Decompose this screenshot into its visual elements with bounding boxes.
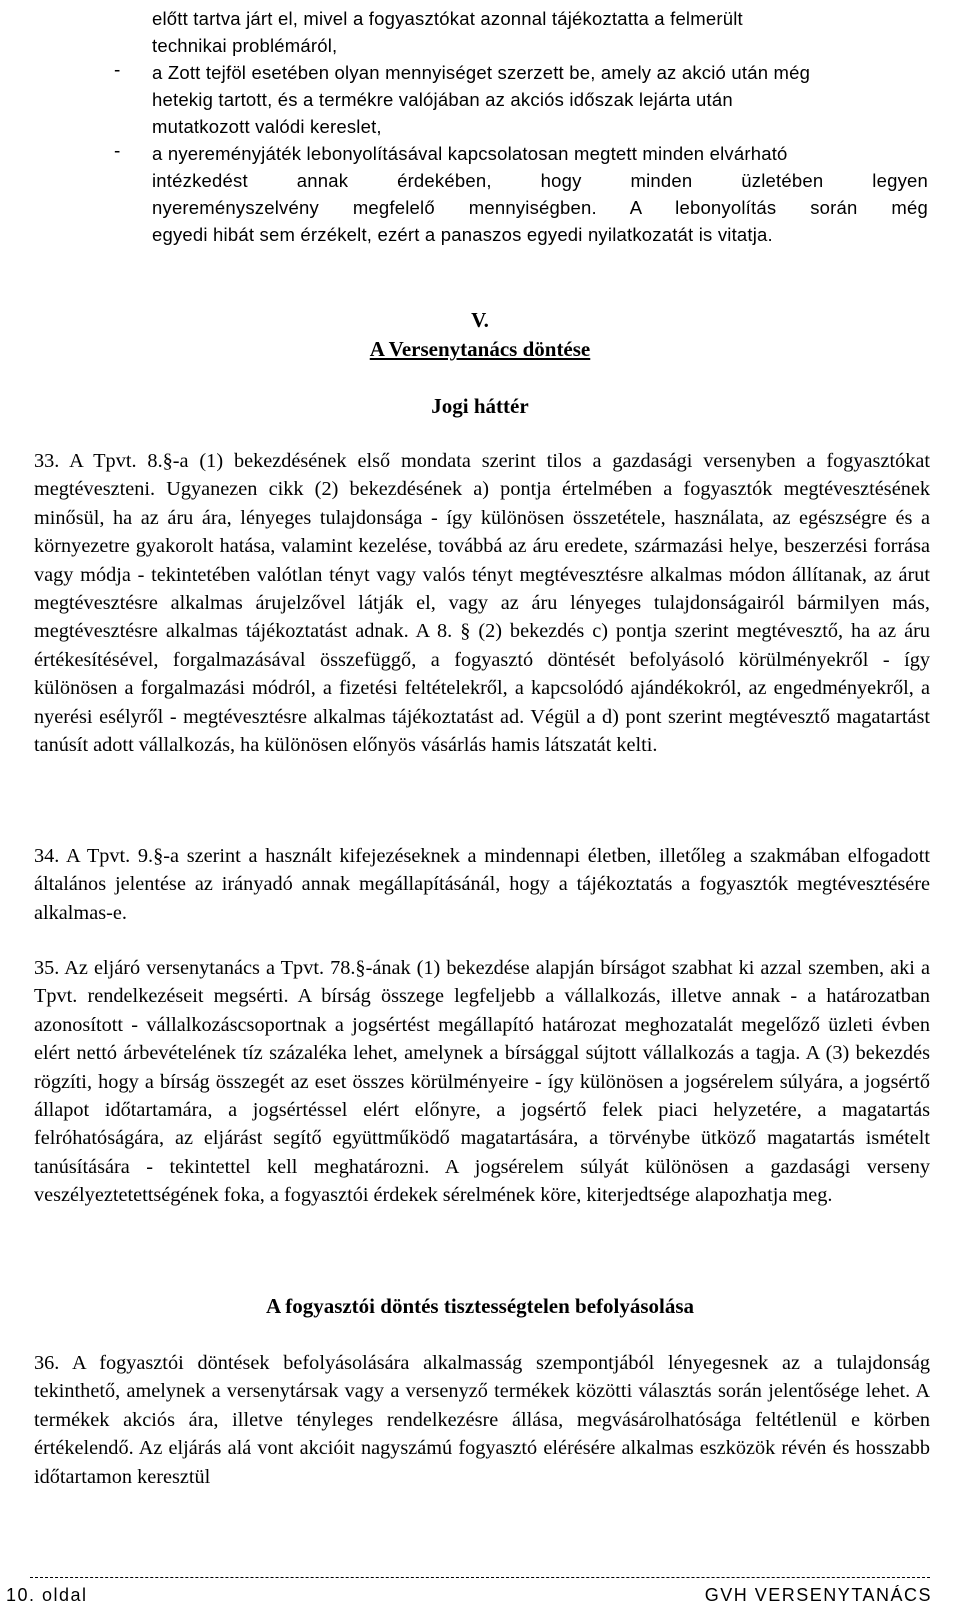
section-title: A Versenytanács döntése — [369, 337, 591, 361]
bullet-line: egyedi hibát sem érzékelt, ezért a panaszos egyedi nyilatkozatát is vitatja. — [152, 224, 773, 245]
paragraph-34: 34. A Tpvt. 9.§-a szerint a használt kifejezéseknek a mindennapi életben, illetőleg a szakmában elfogadott általános jelentése az irányadó annak megállapításánál, hogy a tájékoztatás a fogyasztók megtévesztésére alkalmas-e. — [34, 845, 930, 924]
paragraph-35: 35. Az eljáró versenytanács a Tpvt. 78.§-ának (1) bekezdése alapján bírságot szabhat ki azzal szemben, aki a Tpvt. rendelkezéseit megsérti. A bírság összege legfeljebb a vállalkozás, illetve annak - a határozatban azonosított - vállalkozáscsoportnak a jogsértést megállapító határozat meghozatalát megelőző üzleti évben elért nettó árbevételének tíz százaléka lehet, amelynek a bírsággal sújtott vállalkozás a tagja. A (3) bekezdés rögzíti, hogy a bírság összegét az eset összes körülményeire - így különösen a jogsérelem súlyára, a jogsértő állapot időtartamára, a jogsértéssel elért előnyre, a jogsértő felek piaci helyzetére, a magatartás felróhatóságára, az eljárást segítő együttműködő magatartására, a törvénybe ütköző magatartás ismételt tanúsítására - tekintettel kell meghatározni. A jogsérelem súlyát különösen a gazdasági verseny veszélyeztetettségének foka, a fogyasztói érdekek sérelmének köre, kiterjedtsége alapozhatja meg. — [34, 957, 930, 1207]
paragraph-33: 33. A Tpvt. 8.§-a (1) bekezdésének első mondata szerint tilos a gazdasági versenyben a fogyasztókat megtéveszteni. Ugyanezen cikk (2) bekezdésének a) pontja értelmében a fogyasztók megtévesztésének minősül, ha az áru ára, lényeges tulajdonsága - így különösen összetétele, használata, az egészségre és a környezetre gyakorolt hatása, valamint kezelése, továbbá az áru eredete, származási helye, beszerzési forrása vagy módja - tekintetében valótlan tényt vagy valós tényt megtévesztésre alkalmas módon állítanak, az árut megtévesztésre alkalmas árujelzővel látják el, vagy az áru lényeges tulajdonságairól bármilyen más, megtévesztésre alkalmas tájékoztatást adnak. A 8. § (2) bekezdés c) pontja szerint megtévesztő, ha az áru értékesítésével, forgalmazásával összefüggő, a fogyasztó döntését befolyásoló körülményekről - így különösen a forgalmazási módról, a fizetési feltételekről, a kapcsolódó ajándékokról, az engedményekről, a nyerési esélyről - megtévesztésre alkalmas tájékoztatást ad. Végül a d) pont szerint megtévesztő magatartást tanúsít adott vállalkozás, ha különösen előnyös vásárlás hamis látszatát kelti. — [34, 450, 930, 757]
bullet-line: mutatkozott valódi kereslet, — [152, 116, 382, 137]
subsection-title: Jogi háttér — [431, 394, 529, 418]
text-line: előtt tartva járt el, mivel a fogyasztókat azonnal tájékoztatta a felmerült — [152, 8, 743, 29]
subsection-title-2: A fogyasztói döntés tisztességtelen befolyásolása — [265, 1294, 695, 1318]
footer-rule — [30, 1577, 930, 1578]
bullet-line: hetekig tartott, és a termékre valójában az akciós időszak lejárta után — [152, 89, 733, 110]
bullet-line: a Zott tejföl esetében olyan mennyiséget szerzett be, amely az akció után még — [152, 62, 811, 83]
bullet-line: nyereményszelvény megfelelő mennyiségben. A lebonyolítás során még — [152, 197, 928, 218]
footer-page-number: 10. oldal — [6, 1585, 88, 1605]
bullet-dash: - — [114, 60, 121, 81]
footer-organization: GVH VERSENYTANÁCS — [704, 1585, 932, 1605]
bullet-line: a nyereményjáték lebonyolításával kapcsolatosan megtett minden elvárható — [152, 143, 788, 164]
bullet-dash: - — [114, 141, 121, 162]
paragraph-36: 36. A fogyasztói döntések befolyásolására alkalmasság szempontjából lényegesnek az a tulajdonság tekinthető, amelynek a versenytársak vagy a versenyző termékek közötti választás során jelentősége lehet. A termékek akciós ára, illetve tényleges rendelkezésre állása, megvásárolhatósága feltétlenül e körben értékelendő. Az eljárás alá vont akcióit nagyszámú fogyasztó elérésére alkalmas eszközök révén és hosszabb időtartamon keresztül — [34, 1352, 930, 1488]
section-number: V. — [471, 308, 489, 332]
text-line: technikai problémáról, — [152, 35, 338, 56]
bullet-line: intézkedést annak érdekében, hogy minden üzletében legyen — [152, 170, 928, 191]
